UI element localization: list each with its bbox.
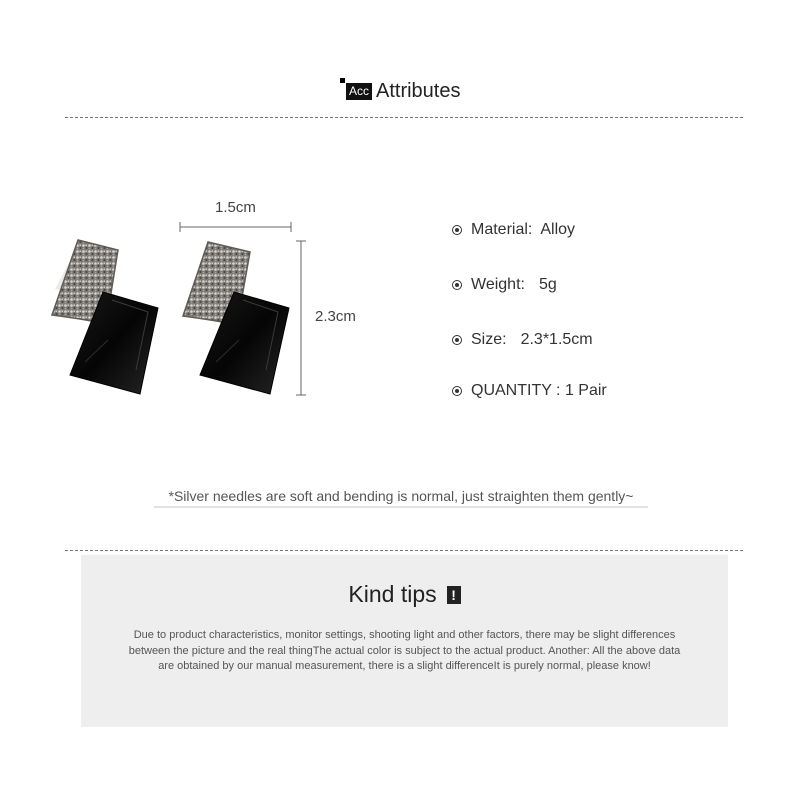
header-square-mark: [340, 78, 345, 83]
bullet-icon: [452, 386, 462, 396]
bullet-icon: [452, 335, 462, 345]
attributes-header: [0, 74, 800, 108]
top-divider: [65, 117, 743, 118]
product-figure: [40, 190, 400, 410]
spec-weight: [452, 274, 557, 296]
spec-label: Weight:: [471, 276, 525, 293]
bottom-divider: [65, 550, 743, 551]
care-note: *Silver needles are soft and bending is normal, just straighten them gently~: [154, 486, 648, 508]
bullet-icon: [452, 225, 462, 235]
spec-label: Material:: [471, 221, 533, 238]
spec-label: QUANTITY : 1 Pair: [471, 382, 607, 399]
spec-quantity: [452, 380, 607, 402]
tips-title: Kind tips: [348, 581, 437, 607]
tips-body: Due to product characteristics, monitor settings, shooting light and other factors, there may be slight differences between the picture and the real thingThe actual color is subject to the actual product. Another: All the above data are obtained by our manual measurement, there is a slight differenceIt is purely normal, please know!: [128, 629, 681, 672]
earrings-image: [40, 190, 400, 410]
spec-value: 5g: [538, 276, 557, 293]
spec-label: Size:: [471, 331, 507, 348]
earring-left: [52, 240, 158, 394]
width-dimension-line: [180, 222, 291, 232]
height-label: 2.3cm: [315, 308, 356, 325]
tips-heading: [81, 581, 728, 608]
spec-value: Alloy: [540, 221, 576, 238]
spec-size: [452, 329, 593, 351]
spec-value: 2.3*1.5cm: [520, 331, 593, 348]
kind-tips-panel: [81, 555, 728, 727]
bullet-icon: [452, 280, 462, 290]
spec-material: [452, 219, 575, 241]
earring-right: [183, 242, 289, 394]
header-badge: Acc: [346, 83, 372, 100]
exclamation-icon: !: [447, 586, 461, 604]
section-title: Attributes: [376, 80, 461, 102]
height-dimension-line: [296, 241, 306, 395]
width-label: 1.5cm: [215, 199, 256, 216]
